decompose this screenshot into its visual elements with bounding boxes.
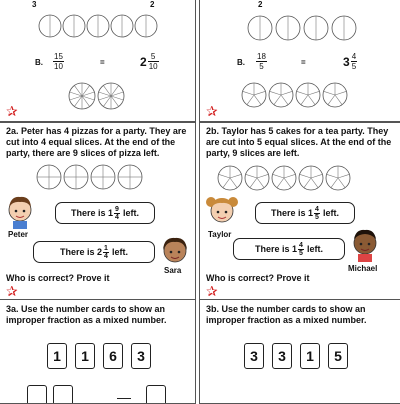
- character-name: Sara: [164, 266, 182, 275]
- answer-box[interactable]: [146, 385, 166, 404]
- slice-circle: [269, 83, 293, 107]
- slice-circle: [63, 15, 85, 37]
- panel-3b: [199, 299, 400, 404]
- mixed-number: 2 $\frac{5}{10}$: [140, 52, 158, 71]
- panel-top-right: [199, 0, 400, 122]
- answer-box[interactable]: [27, 385, 47, 404]
- problem-heading: 2b. Taylor has 5 cakes for a tea party. They are cut into 5 equal slices. At the end of the party, 9 slices are left.: [206, 126, 392, 158]
- number-card[interactable]: 3: [272, 343, 292, 369]
- improper-fraction: $\frac{18}{5}$: [257, 52, 266, 71]
- improper-fraction: $\frac{15}{10}$: [54, 52, 63, 71]
- slice-circle: [242, 83, 266, 107]
- speech-bubble: There is 1 $\frac{9}{4}$ left.: [55, 202, 155, 224]
- problem-heading: 3b. Use the number cards to show an improper fraction as a mixed number.: [206, 304, 367, 325]
- slice-circle: [39, 15, 61, 37]
- star-icon: ✰: [6, 103, 18, 119]
- cake-circles: [200, 78, 400, 118]
- slice-circle: [296, 83, 320, 107]
- sara-avatar: [160, 234, 190, 270]
- slice-circle: [135, 15, 157, 37]
- number-card[interactable]: 5: [328, 343, 348, 369]
- character-name: Peter: [8, 230, 29, 239]
- partial-fraction-denominator: 3: [32, 0, 37, 9]
- slice-circle: [323, 83, 347, 107]
- pizza-circles: [0, 163, 196, 193]
- slice-circle: [276, 16, 300, 40]
- cake-circles: [200, 163, 400, 193]
- problem-label: B.: [237, 58, 245, 67]
- slice-circle: [218, 166, 242, 190]
- slice-circle: [299, 166, 323, 190]
- equals-sign: =: [301, 58, 306, 67]
- slice-circle: [304, 16, 328, 40]
- fraction-bar: [117, 398, 131, 399]
- slice-circle: [272, 166, 296, 190]
- star-icon: ✰: [6, 283, 18, 299]
- prompt-text: Who is correct? Prove it: [206, 273, 310, 283]
- slice-circle: [248, 16, 272, 40]
- pizza-circles: [0, 78, 196, 118]
- number-card[interactable]: 1: [75, 343, 95, 369]
- problem-heading: 2a. Peter has 4 pizzas for a party. They are cut into 4 equal slices. At the end of the party, there are 9 slices of pizza left.: [6, 126, 187, 158]
- character-name: Taylor: [208, 230, 232, 239]
- speech-bubble: There is 2 $\frac{1}{4}$ left.: [33, 241, 155, 263]
- star-icon: ✰: [206, 283, 218, 299]
- michael-avatar: [350, 226, 380, 262]
- peter-avatar: [5, 193, 35, 229]
- partial-fraction-denominator: 2: [150, 0, 155, 9]
- slice-circle: [111, 15, 133, 37]
- slice-circle: [87, 15, 109, 37]
- slice-circle: [326, 166, 350, 190]
- panel-3a: [0, 299, 196, 404]
- slice-circle: [98, 83, 124, 109]
- speech-bubble: There is 1 $\frac{4}{5}$ left.: [255, 202, 355, 224]
- equals-sign: =: [100, 58, 105, 67]
- number-card[interactable]: 6: [103, 343, 123, 369]
- problem-label: B.: [35, 58, 43, 67]
- mixed-number: 3 $\frac{4}{5}$: [343, 52, 357, 71]
- partial-fraction-denominator: 2: [258, 0, 263, 9]
- speech-bubble: There is 1 $\frac{4}{5}$ left.: [233, 238, 345, 260]
- fraction-circles: [0, 0, 196, 40]
- panel-2a: [0, 122, 196, 300]
- slice-circle: [69, 83, 95, 109]
- character-name: Michael: [348, 264, 378, 273]
- fraction-circles: [200, 0, 400, 40]
- number-card[interactable]: 3: [244, 343, 264, 369]
- panel-top-left: [0, 0, 196, 122]
- taylor-avatar: [205, 193, 239, 229]
- slice-circle: [245, 166, 269, 190]
- prompt-text: Who is correct? Prove it: [6, 273, 110, 283]
- number-card[interactable]: 1: [47, 343, 67, 369]
- slice-circle: [37, 165, 61, 189]
- problem-heading: 3a. Use the number cards to show an improper fraction as a mixed number.: [6, 304, 167, 325]
- star-icon: ✰: [206, 103, 218, 119]
- number-card[interactable]: 1: [300, 343, 320, 369]
- number-card[interactable]: 3: [131, 343, 151, 369]
- slice-circle: [118, 165, 142, 189]
- slice-circle: [64, 165, 88, 189]
- answer-box[interactable]: [53, 385, 73, 404]
- slice-circle: [332, 16, 356, 40]
- panel-2b: [199, 122, 400, 300]
- slice-circle: [91, 165, 115, 189]
